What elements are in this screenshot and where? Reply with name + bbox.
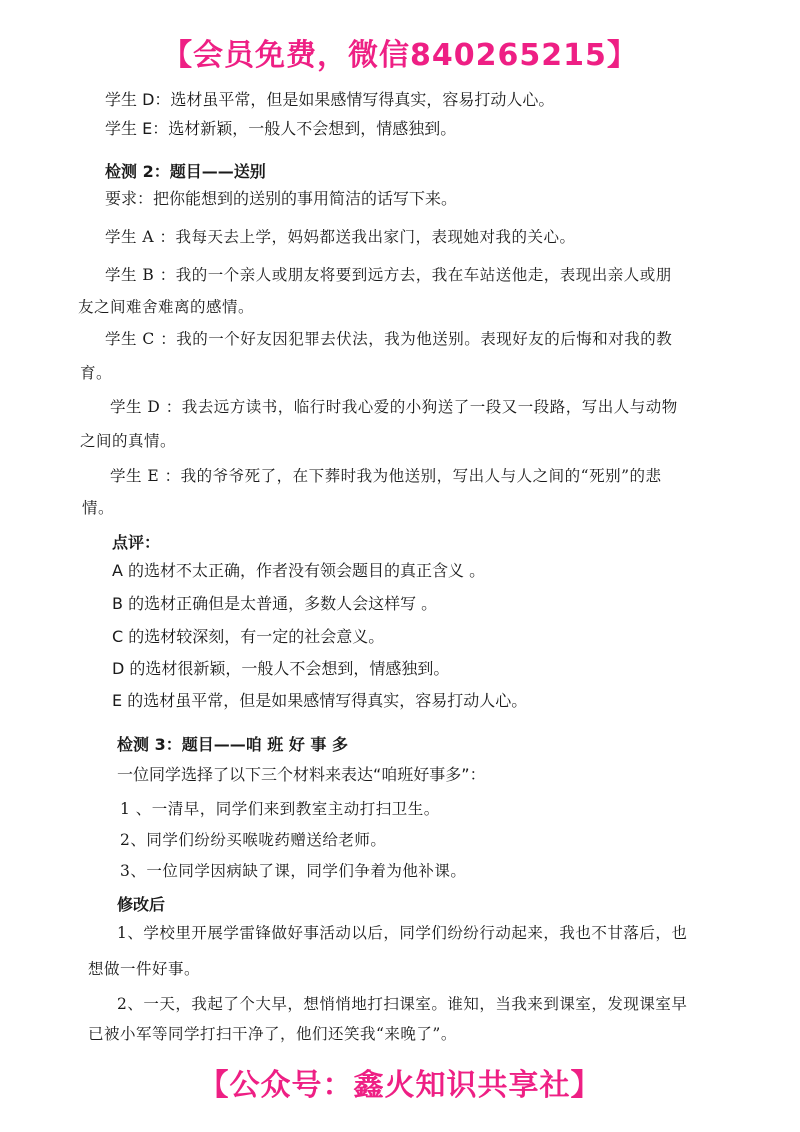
text-line: 1 、一清早，同学们来到教室主动打扫卫生。 bbox=[120, 800, 440, 818]
text-line: 想做一件好事。 bbox=[88, 960, 201, 978]
text-line: 学生 A ：我每天去上学，妈妈都送我出家门，表现她对我的关心。 bbox=[105, 228, 576, 246]
text-line: 2、一天，我起了个大早，想悄悄地打扫课室。谁知，当我来到课室，发现课室早 bbox=[117, 995, 688, 1013]
section-heading: 点评： bbox=[112, 533, 161, 552]
text-line: 3、一位同学因病缺了课，同学们争着为他补课。 bbox=[120, 862, 467, 880]
text-line: A 的选材不太正确，作者没有领会题目的真正含义 。 bbox=[112, 561, 486, 580]
text-line: 学生 C ：我的一个好友因犯罪去伏法，我为他送别。表现好友的后悔和对我的教 bbox=[105, 330, 673, 348]
text-line: 学生 D ：我去远方读书，临行时我心爱的小狗送了一段又一段路，写出人与动物 bbox=[110, 398, 678, 416]
text-line: 学生 D：选材虽平常，但是如果感情写得真实，容易打动人心。 bbox=[105, 90, 555, 109]
text-line: 之间的真情。 bbox=[80, 432, 177, 450]
text-line: 1、学校里开展学雷锋做好事活动以后，同学们纷纷行动起来，我也不甘落后，也 bbox=[117, 924, 688, 942]
text-line: 学生 E ：我的爷爷死了，在下葬时我为他送别，写出人与人之间的“死别”的悲 bbox=[110, 467, 662, 485]
text-line: 学生 B ：我的一个亲人或朋友将要到远方去，我在车站送他走，表现出亲人或朋 bbox=[105, 266, 672, 284]
text-line: 情。 bbox=[82, 499, 115, 517]
text-line: B 的选材正确但是太普通，多数人会这样写 。 bbox=[112, 594, 438, 613]
text-line: C 的选材较深刻，有一定的社会意义。 bbox=[112, 627, 385, 646]
text-line: 学生 E：选材新颖，一般人不会想到，情感独到。 bbox=[105, 119, 457, 138]
watermark-banner-top: 【会员免费，微信840265215】 bbox=[162, 38, 638, 73]
text-line: 已被小军等同学打扫干净了，他们还笑我“来晚了”。 bbox=[88, 1025, 457, 1043]
text-line: 育。 bbox=[80, 364, 113, 382]
text-line: 一位同学选择了以下三个材料来表达“咱班好事多”： bbox=[117, 765, 486, 784]
text-line: D 的选材很新颖，一般人不会想到，情感独到。 bbox=[112, 659, 450, 678]
watermark-banner-bottom: 【公众号：鑫火知识共享社】 bbox=[198, 1068, 602, 1103]
text-line: 友之间难舍难离的感情。 bbox=[78, 298, 255, 316]
text-line: 要求：把你能想到的送别的事用简洁的话写下来。 bbox=[105, 189, 458, 208]
section-heading: 修改后 bbox=[117, 895, 166, 914]
text-line: E 的选材虽平常，但是如果感情写得真实，容易打动人心。 bbox=[112, 691, 528, 710]
text-line: 2、同学们纷纷买喉咙药赠送给老师。 bbox=[120, 831, 387, 849]
section-heading: 检测 3：题目——咱 班 好 事 多 bbox=[117, 735, 348, 754]
section-heading: 检测 2：题目——送别 bbox=[105, 162, 266, 181]
